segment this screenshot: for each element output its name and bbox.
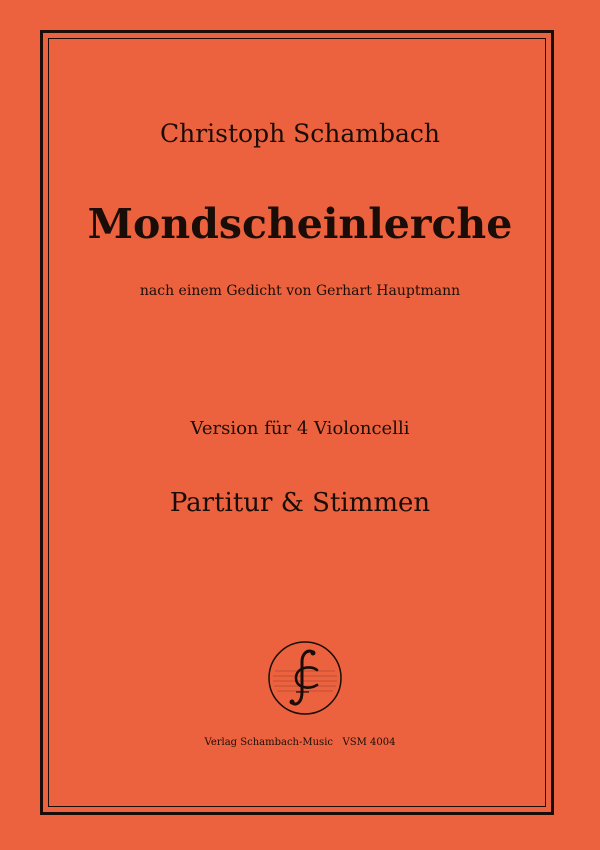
publisher-logo-icon <box>267 640 343 716</box>
instrumentation-version: Version für 4 Violoncelli <box>190 418 410 439</box>
work-subtitle: nach einem Gedicht von Gerhart Hauptmann <box>139 283 461 299</box>
composer-name: Christoph Schambach <box>159 119 440 148</box>
work-title: Mondscheinlerche <box>87 200 513 248</box>
publisher-imprint: Verlag Schambach-Music VSM 4004 <box>204 737 396 748</box>
edition-type: Partitur & Stimmen <box>169 488 431 518</box>
